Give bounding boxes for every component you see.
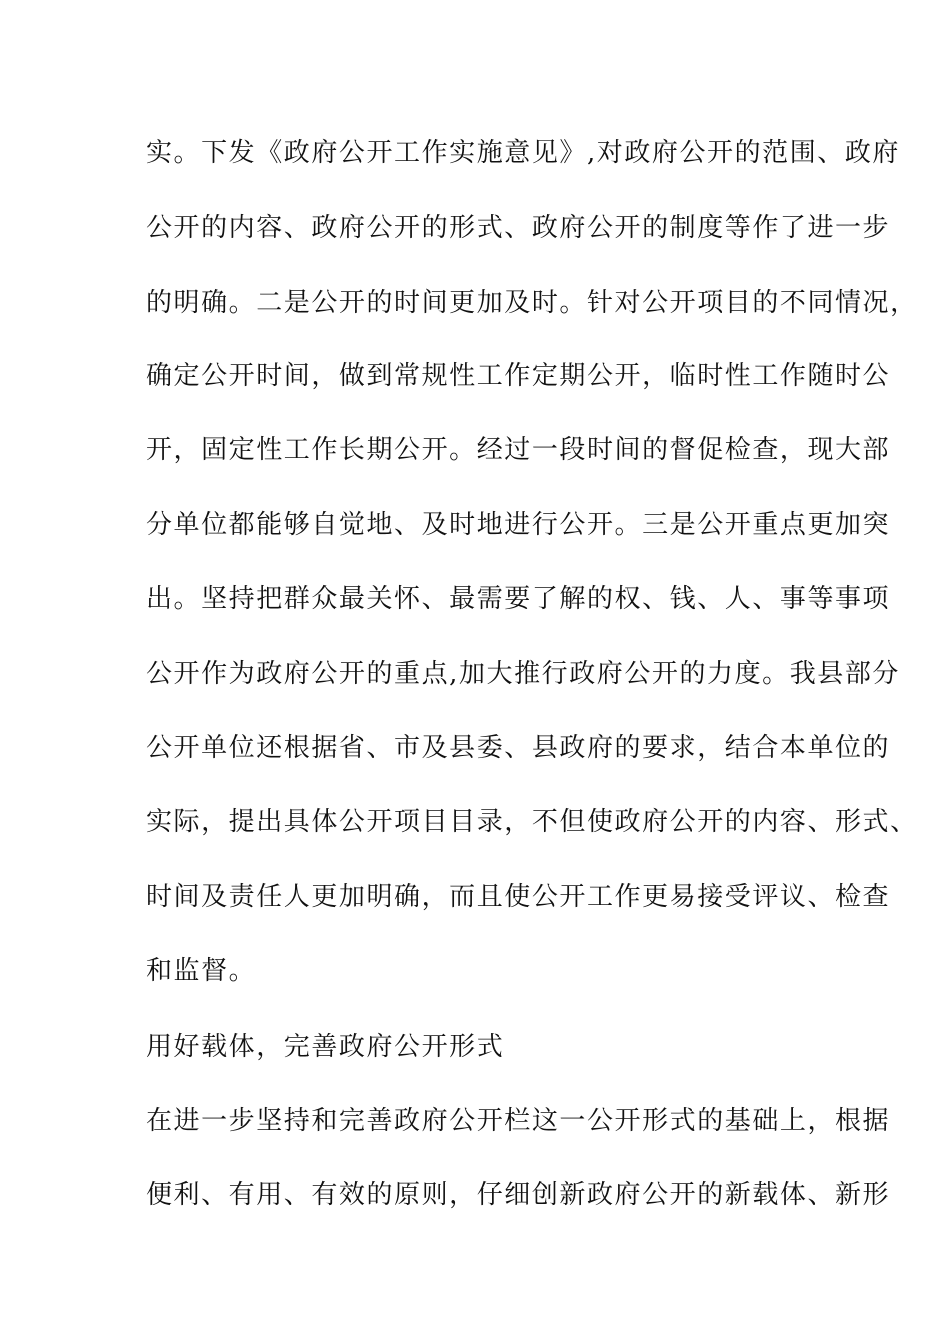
text-line-8: 公开作为政府公开的重点,加大推行政府公开的力度。我县部分 — [146, 659, 900, 689]
section-heading: 用好载体，完善政府公开形式 — [146, 1032, 505, 1062]
text-line-4: 确定公开时间，做到常规性工作定期公开，临时性工作随时公 — [146, 361, 891, 391]
text-line-3: 的明确。二是公开的时间更加及时。针对公开项目的不同情况， — [146, 288, 918, 318]
text-line-14: 便利、有用、有效的原则，仔细创新政府公开的新载体、新形 — [146, 1180, 891, 1210]
text-line-6: 分单位都能够自觉地、及时地进行公开。三是公开重点更加突 — [146, 510, 891, 540]
text-line-9: 公开单位还根据省、市及县委、县政府的要求，结合本单位的 — [146, 733, 891, 763]
text-line-2: 公开的内容、政府公开的形式、政府公开的制度等作了进一步 — [146, 213, 891, 243]
text-line-11: 时间及责任人更加明确，而且使公开工作更易接受评议、检查 — [146, 882, 891, 912]
text-line-13: 在进一步坚持和完善政府公开栏这一公开形式的基础上，根据 — [146, 1106, 891, 1136]
text-line-1: 实。下发《政府公开工作实施意见》,对政府公开的范围、政府 — [146, 138, 900, 168]
text-line-7: 出。坚持把群众最关怀、最需要了解的权、钱、人、事等事项 — [146, 584, 891, 614]
text-line-10: 实际，提出具体公开项目目录，不但使政府公开的内容、形式、 — [146, 807, 918, 837]
text-line-5: 开，固定性工作长期公开。经过一段时间的督促检查，现大部 — [146, 435, 891, 465]
text-line-12: 和监督。 — [146, 956, 257, 986]
